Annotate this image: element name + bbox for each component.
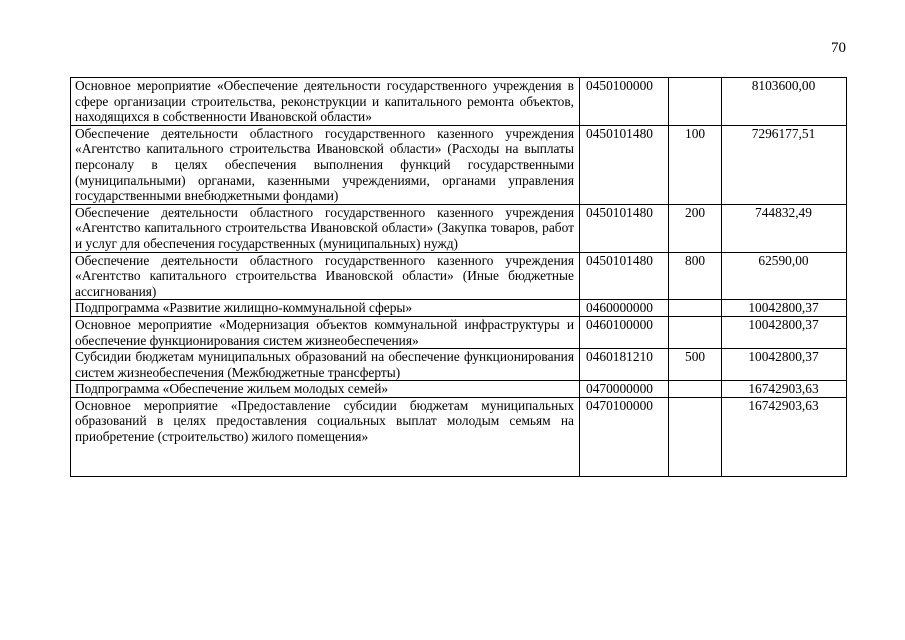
expense-type-cell [669,381,722,398]
amount-cell: 10042800,37 [722,316,847,348]
expense-type-cell [669,78,722,126]
amount-cell: 62590,00 [722,252,847,300]
budget-table [70,77,847,477]
target-code-cell: 0450101480 [580,125,669,204]
expense-name-cell: Обеспечение деятельности областного государственного казенного учреждения «Агентство капитального строительства Ивановской области» (Закупка товаров, работ и услуг для обеспечения государственных (муниципальных) нужд) [71,204,580,252]
target-code-cell: 0460000000 [580,300,669,317]
target-code-cell: 0450101480 [580,204,669,252]
table-row [71,204,847,252]
expense-name-cell: Подпрограмма «Развитие жилищно-коммунальной сферы» [71,300,580,317]
expense-name-cell: Основное мероприятие «Предоставление субсидии бюджетам муниципальных образований в целях предоставления социальных выплат молодым семьям на приобретение (строительство) жилого помещения» [71,397,580,476]
expense-name-cell: Основное мероприятие «Обеспечение деятельности государственного учреждения в сфере организации строительства, реконструкции и капитального ремонта объектов, находящихся в собственности Ивановской области» [71,78,580,126]
table-row [71,316,847,348]
table-row [71,125,847,204]
expense-type-cell: 800 [669,252,722,300]
expense-name-cell: Обеспечение деятельности областного государственного казенного учреждения «Агентство капитального строительства Ивановской области» (Иные бюджетные ассигнования) [71,252,580,300]
amount-cell: 744832,49 [722,204,847,252]
target-code-cell: 0460100000 [580,316,669,348]
table-row [71,397,847,476]
expense-name-cell: Подпрограмма «Обеспечение жильем молодых семей» [71,381,580,398]
amount-cell: 10042800,37 [722,349,847,381]
amount-cell: 10042800,37 [722,300,847,317]
expense-type-cell: 500 [669,349,722,381]
expense-name-cell: Субсидии бюджетам муниципальных образований на обеспечение функционирования систем жизнеобеспечения (Межбюджетные трансферты) [71,349,580,381]
page-number: 70 [831,40,846,56]
target-code-cell: 0460181210 [580,349,669,381]
table-row [71,300,847,317]
expense-name-cell: Обеспечение деятельности областного государственного казенного учреждения «Агентство капитального строительства Ивановской области» (Расходы на выплаты персоналу в целях обеспечения выполнения функций государственными (муниципальными) органами, казенными учреждениями, органами управления государственными внебюджетными фондами) [71,125,580,204]
amount-cell: 16742903,63 [722,381,847,398]
target-code-cell: 0470100000 [580,397,669,476]
expense-type-cell [669,300,722,317]
expense-type-cell [669,316,722,348]
amount-cell: 7296177,51 [722,125,847,204]
table-row [71,381,847,398]
target-code-cell: 0450100000 [580,78,669,126]
amount-cell: 16742903,63 [722,397,847,476]
table-row [71,78,847,126]
table-row [71,349,847,381]
target-code-cell: 0470000000 [580,381,669,398]
expense-type-cell: 200 [669,204,722,252]
expense-name-cell: Основное мероприятие «Модернизация объектов коммунальной инфраструктуры и обеспечение функционирования систем жизнеобеспечения» [71,316,580,348]
table-row [71,252,847,300]
amount-cell: 8103600,00 [722,78,847,126]
expense-type-cell: 100 [669,125,722,204]
target-code-cell: 0450101480 [580,252,669,300]
expense-type-cell [669,397,722,476]
